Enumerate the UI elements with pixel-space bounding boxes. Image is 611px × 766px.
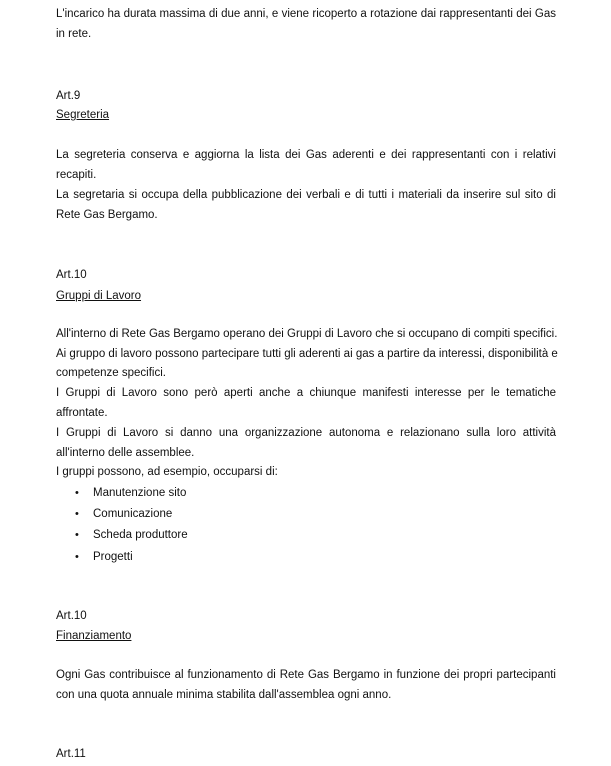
bullet-icon: • bbox=[75, 529, 79, 541]
art10a-p1: All'interno di Rete Gas Bergamo operano dei Gruppi di Lavoro che si occupano di compiti specifici. bbox=[56, 328, 558, 340]
art10a-p3-line-1: I Gruppi di Lavoro sono però aperti anche a chiunque manifesti interesse per le tematiche bbox=[56, 387, 556, 399]
art10a-title: Gruppi di Lavoro bbox=[56, 290, 142, 302]
art10a-p2-line-2: competenze specifici. bbox=[56, 367, 166, 379]
bullet-icon: • bbox=[75, 508, 79, 520]
art10a-p5: I gruppi possono, ad esempio, occuparsi di: bbox=[56, 466, 278, 478]
art9-p2-line-2: Rete Gas Bergamo. bbox=[56, 209, 158, 221]
art10a-p3-line-2: affrontate. bbox=[56, 407, 108, 419]
intro-line-2: in rete. bbox=[56, 28, 92, 40]
art10b-number: Art.10 bbox=[56, 610, 87, 622]
art9-title: Segreteria bbox=[56, 109, 110, 121]
list-item-label: Manutenzione sito bbox=[93, 487, 187, 499]
art10a-number: Art.10 bbox=[56, 269, 87, 281]
list-item-label: Scheda produttore bbox=[93, 529, 188, 541]
list-item-label: Comunicazione bbox=[93, 508, 173, 520]
art10a-p4-line-1: I Gruppi di Lavoro si danno una organizzazione autonoma e relazionano sulla loro attività bbox=[56, 427, 556, 439]
art11-number: Art.11 bbox=[56, 748, 86, 760]
art9-number: Art.9 bbox=[56, 90, 81, 102]
list-item-label: Progetti bbox=[93, 551, 133, 563]
art10b-p1-line-2: con una quota annuale minima stabilita dall'assemblea ogni anno. bbox=[56, 689, 392, 701]
art9-p1-line-1: La segreteria conserva e aggiorna la lista dei Gas aderenti e dei rappresentanti con i relativi bbox=[56, 149, 556, 161]
art10a-p4-line-2: all'interno delle assemblee. bbox=[56, 447, 195, 459]
intro-line-1: L'incarico ha durata massima di due anni, e viene ricoperto a rotazione dai rappresentanti dei Gas bbox=[56, 8, 556, 20]
art10b-p1-line-1: Ogni Gas contribuisce al funzionamento di Rete Gas Bergamo in funzione dei propri partecipanti bbox=[56, 669, 556, 681]
bullet-icon: • bbox=[75, 487, 79, 499]
art10a-p2-line-1: Ai gruppo di lavoro possono partecipare tutti gli aderenti ai gas a partire da interessi, disponibilità e bbox=[56, 348, 558, 360]
art9-p1-line-2: recapiti. bbox=[56, 169, 97, 181]
art10b-title: Finanziamento bbox=[56, 630, 132, 642]
bullet-icon: • bbox=[75, 551, 79, 563]
art9-p2-line-1: La segretaria si occupa della pubblicazione dei verbali e di tutti i materiali da inserire sul sito di bbox=[56, 189, 556, 201]
